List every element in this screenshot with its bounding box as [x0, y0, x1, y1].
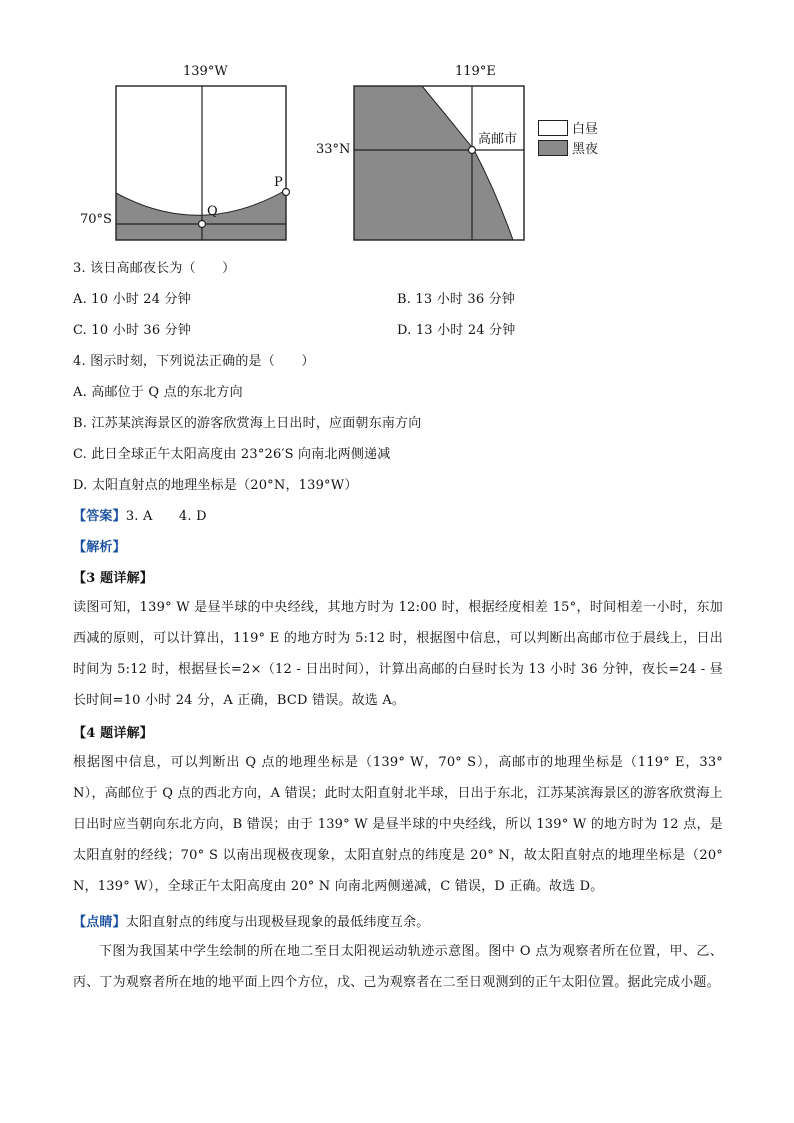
q4-option-d: D. 太阳直射点的地理坐标是（20°N，139°W）	[73, 478, 358, 493]
legend-night-label: 黑夜	[572, 142, 599, 157]
detail4-label: 【4 题详解】	[73, 726, 153, 741]
city-marker	[469, 147, 476, 154]
left-night-region	[116, 190, 286, 240]
right-meridian-label: 119°E	[455, 64, 496, 79]
left-meridian-label: 139°W	[183, 64, 228, 79]
q3-option-b: B. 13 小时 36 分钟	[397, 292, 516, 307]
analysis-label: 【解析】	[73, 540, 126, 555]
q3-option-c: C. 10 小时 36 分钟	[73, 323, 192, 338]
legend-night-swatch	[538, 140, 568, 156]
tip-text: 太阳直射点的纬度与出现极昼现象的最低纬度互余。	[125, 915, 430, 930]
answer-label: 【答案】	[73, 509, 126, 524]
q4-stem: 4. 图示时刻，下列说法正确的是（ ）	[73, 354, 315, 369]
legend-day-swatch	[538, 120, 568, 136]
detail3-label: 【3 题详解】	[73, 571, 153, 586]
q3-stem: 3. 该日高邮夜长为（ ）	[73, 261, 236, 276]
point-p-label: P	[274, 175, 283, 190]
answer-text: 3. A 4. D	[125, 509, 207, 524]
q4-option-b: B. 江苏某滨海景区的游客欣赏海上日出时，应面朝东南方向	[73, 416, 422, 431]
left-map	[112, 82, 294, 244]
tip-label: 【点睛】	[73, 915, 126, 930]
point-q-marker	[199, 221, 206, 228]
point-q-label: Q	[207, 204, 218, 219]
right-night-region	[354, 86, 513, 240]
left-latitude-label: 70°S	[80, 212, 112, 227]
q3-option-a: A. 10 小时 24 分钟	[73, 292, 191, 307]
q4-option-a: A. 高邮位于 Q 点的东北方向	[73, 385, 243, 400]
detail3-text: 读图可知，139° W 是昼半球的中央经线，其地方时为 12:00 时，根据经度相差 15°，时间相差一小时，东加西减的原则，可以计算出，119° E 的地方时为 5:12 时，根据图中信息，可以判断出高邮市位于晨线上，日出时间为 5:12 时，根据昼长=2×（12 - 日出时间），计算出高邮的白昼时长为 13 小时 36 分钟，夜长=24 - 昼长时间=10 小时 24 分，A 正确，BCD 错误。故选 A。	[73, 600, 723, 708]
right-latitude-label: 33°N	[316, 142, 351, 157]
right-map	[350, 82, 532, 244]
city-label: 高邮市	[477, 128, 518, 147]
point-p-marker	[283, 189, 290, 196]
next-question-intro: 下图为我国某中学生绘制的所在地二至日太阳视运动轨迹示意图。图中 O 点为观察者所在位置，甲、乙、丙、丁为观察者所在地的地平面上四个方位，戊、己为观察者在二至日观测到的正午太阳位置。据此完成小题。	[73, 944, 723, 990]
tip-line	[73, 911, 429, 930]
q4-option-c: C. 此日全球正午太阳高度由 23°26′S 向南北两侧递减	[73, 447, 391, 462]
legend-day-label: 白昼	[572, 122, 599, 137]
detail4-text: 根据图中信息，可以判断出 Q 点的地理坐标是（139° W，70° S），高邮市的地理坐标是（119° E，33° N），高邮位于 Q 点的西北方向，A 错误；此时太阳直射北半球，日出于东北，江苏某滨海景区的游客欣赏海上日出时应当朝向东北方向，B 错误；由于 139° W 是昼半球的中央经线，所以 139° W 的地方时为 12 点，是太阳直射的经线；70° S 以南出现极夜现象，太阳直射点的纬度是 20° N，故太阳直射点的地理坐标是（20° N，139° W），全球正午太阳高度由 20° N 向南北两侧递减，C 错误，D 正确。故选 D。	[73, 755, 723, 894]
q3-option-d: D. 13 小时 24 分钟	[397, 323, 516, 338]
answer-line	[73, 505, 207, 524]
